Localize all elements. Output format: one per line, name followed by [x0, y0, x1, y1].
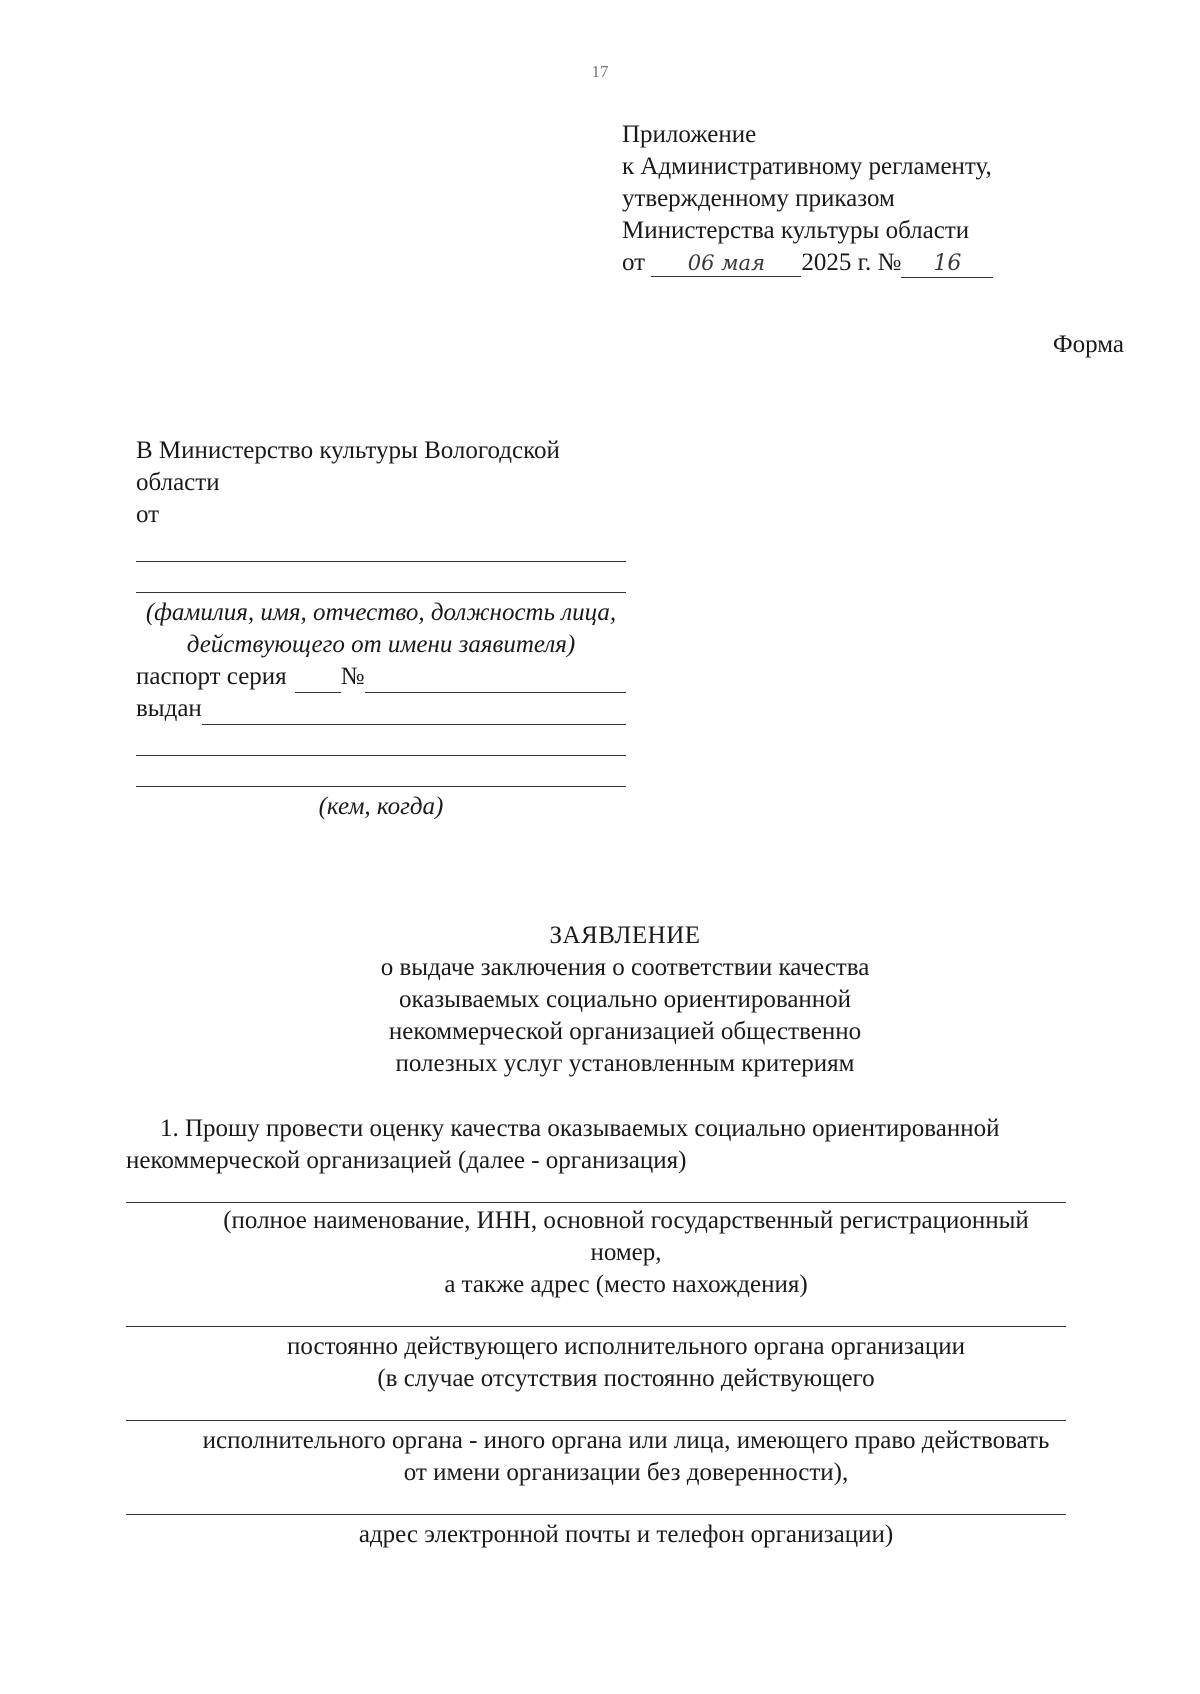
page-number: 17	[591, 62, 609, 81]
appendix-line-3: утвержденному приказом	[622, 185, 895, 212]
issued-blank	[202, 698, 626, 725]
paragraph-1-line-1: 1. Прошу провести оценку качества оказываемых социально ориентированной	[160, 1115, 1000, 1142]
addressee-line-2: области	[136, 469, 220, 496]
statement-subtitle-3: некоммерческой организацией общественно	[388, 1018, 862, 1045]
handwritten-date: 06 мая	[651, 250, 801, 277]
applicant-name-line-1	[136, 531, 626, 562]
passport-number-label: №	[340, 663, 365, 690]
addressee-line-3: от	[136, 501, 160, 528]
caption-1-line-1: (полное наименование, ИНН, основной государственный регистрационный	[223, 1207, 1029, 1234]
form-label: Форма	[1052, 331, 1124, 358]
passport-series-blank	[295, 666, 341, 693]
caption-3-line-2: от имени организации без доверенности),	[403, 1459, 849, 1486]
statement-subtitle-2: оказываемых социально ориентированной	[398, 986, 852, 1013]
appendix-line-2: к Административному регламенту,	[622, 153, 992, 180]
caption-2-line-1: постоянно действующего исполнительного органа организации	[286, 1333, 965, 1360]
passport-row	[136, 661, 626, 693]
appendix-line-4: Министерства культуры области	[622, 217, 970, 244]
statement-subtitle-1: о выдаче заключения о соответствии качества	[380, 954, 870, 981]
issued-line-2	[136, 725, 626, 756]
passport-number-blank	[365, 666, 626, 693]
date-prefix: от	[622, 249, 646, 276]
handwritten-number: 16	[901, 251, 993, 278]
statement-subtitle-4: полезных услуг установленным критериям	[395, 1050, 855, 1077]
caption-3-line-1: исполнительного органа - иного органа или лица, имеющего право действовать	[202, 1427, 1050, 1454]
executive-body-line	[126, 1419, 1066, 1421]
applicant-caption: (фамилия, имя, отчество, должность лица, действующего от имени заявителя)	[145, 599, 617, 658]
caption-1-line-3: а также адрес (место нахождения)	[444, 1271, 808, 1298]
contacts-line	[126, 1513, 1066, 1515]
issued-label: выдан	[136, 695, 202, 722]
caption-4-line-1: адрес электронной почты и телефон организации)	[358, 1521, 894, 1548]
paragraph-1-line-2: некоммерческой организацией (далее - организация)	[126, 1147, 687, 1174]
appendix-date-line	[622, 247, 993, 279]
addressee-line-1: В Министерство культуры Вологодской	[136, 437, 560, 464]
statement-title-block	[0, 920, 1200, 1080]
statement-title: ЗАЯВЛЕНИЕ	[549, 922, 701, 949]
issued-caption: (кем, когда)	[318, 793, 444, 820]
organization-name-line	[126, 1201, 1066, 1203]
year-and-number-label: 2025 г. №	[801, 249, 902, 276]
appendix-line-1: Приложение	[622, 121, 757, 148]
caption-1-line-2: номер,	[590, 1239, 662, 1266]
passport-series-label: паспорт серия	[136, 663, 287, 690]
caption-2-line-2: (в случае отсутствия постоянно действующего	[377, 1365, 875, 1392]
appendix-header	[622, 119, 993, 279]
issued-row	[136, 693, 626, 725]
applicant-name-line-2	[136, 562, 626, 593]
issued-line-3	[136, 756, 626, 787]
addressee-block	[136, 435, 626, 823]
organization-address-line	[126, 1325, 1066, 1327]
statement-body	[126, 1113, 1126, 1551]
